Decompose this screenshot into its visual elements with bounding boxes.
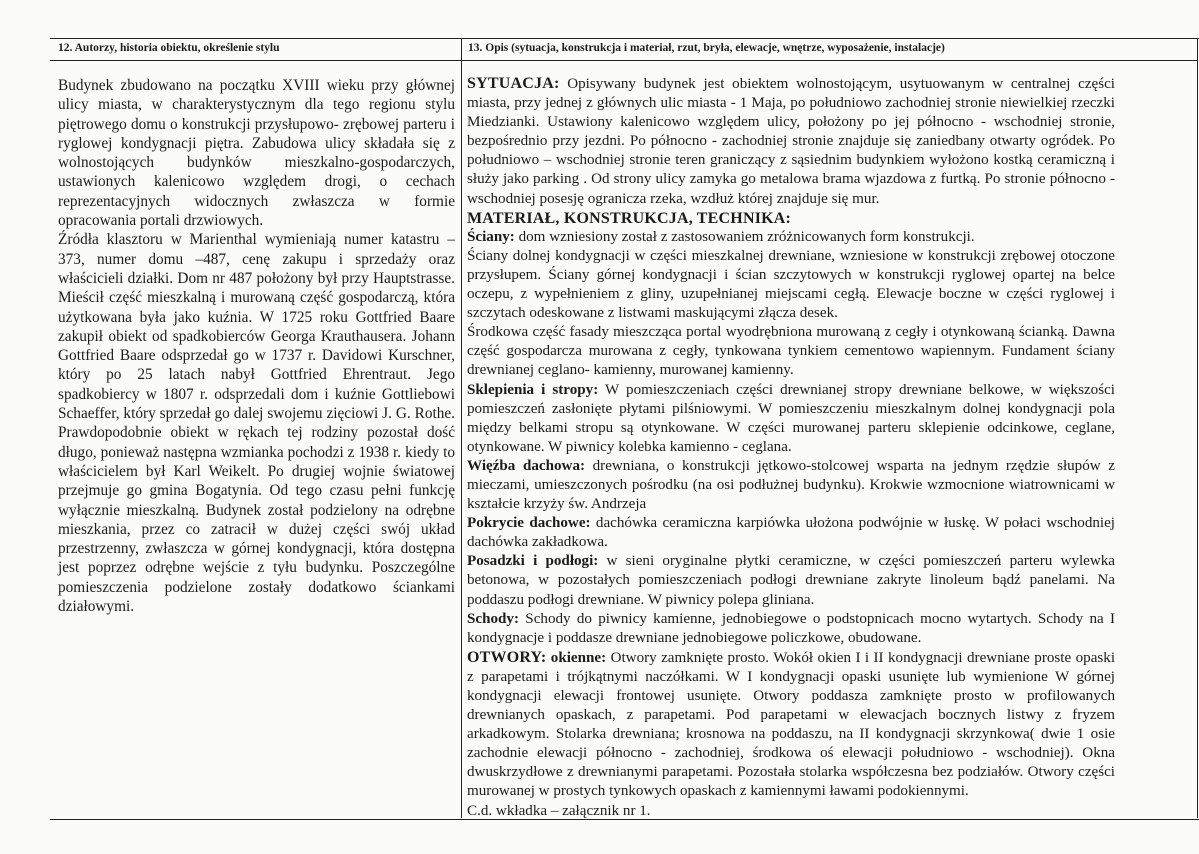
openings-text: Otwory zamknięte prosto. Wokół okien I i II kondygnacji drewniane proste opaski z parapetami i trójkątnymi naczółkami. W I kondygnacji opaski usunięte lub wymienione W górnej kondygnacji elewacji frontowej usunięte. Otwory poddasza zamknięte prosto w profilowanych drewnianych opaskach, z parapetami. Pod parapetami w elewacjach bocznych listwy z fryzem arkadkowym. Stolarka drewniana; krosnowa na poddaszu, na II kondygnacji skrzynkowa( dwie 1 osie zachodnie elewacji północno - zachodniej, środkowa oś elewacji południowo - wschodniej). Okna dwuskrzydłowe z drewnianymi parapetami. Pozostała stolarka współczesna bez podziałów. Otwory części murowanej w prostych tynkowych opaskach z kamiennymi ławami podokiennymi. [467,649,1116,800]
history-paragraph-1: Budynek zbudowano na początku XVIII wieku przy głównej ulicy miasta, w charakterystycznym dla tego regionu stylu piętrowego domu o konstrukcji przysłupowo- zrębowej parteru i ryglowej kondygnacji piętra. Zabudowa ulicy składała się z wolnostojących budynków mieszkalno-gospodarczych, ustawionych kalenicowo względem drogi, o cechach reprezentacyjnych widocznych zwłaszcza w formie opracowania portali drzwiowych. [58,77,455,230]
description-section-header: 13. Opis (sytuacja, konstrukcja i materiał, rzut, bryła, elewacje, wnętrze, wyposażenie, instalacje) [468,42,945,54]
walls-paragraph-3: Środkowa część fasady mieszcząca portal wyodrębniona murowaną z cegły i otynkowaną ścianką. Dawna część gospodarcza murowana z cegły, tynkowana tynkiem cementowo wapiennym. Fundament ściany drewnianej ceglano- kamienny, murowanej kamienny. [467,324,1115,379]
roof-truss-text: drewniana, o konstrukcji jętkowo-stolcowej wsparta na jednym rzędzie słupów z mieczami, umieszczonych pośrodku (na osi podłużnej budynku). Krokwie wzmocnione wiatrownicami w kształcie krzyży św. Andrzeja [467,457,1115,513]
situation-label: SYTUACJA: [467,75,560,92]
roofing-label: Pokrycie dachowe: [467,515,591,532]
roofing-text: dachówka ceramiczna karpiówka ułożona podwójnie w łuskę. W połaci wschodniej dachówka zakładkowa. [467,515,1115,551]
ceilings-label: Sklepienia i stropy: [467,381,599,398]
walls-text: dom wzniesiony został z zastosowaniem zróżnicowanych form konstrukcji. [514,228,975,245]
material-heading: MATERIAŁ, KONSTRUKCJA, TECHNIKA: [467,209,792,227]
openings-label: OTWORY: [467,648,547,666]
left-header-rule [50,60,461,61]
right-border [1197,38,1198,818]
stairs-paragraph [467,610,1115,648]
stairs-label: Schody: [467,610,520,627]
situation-text: Opisywany budynek jest obiektem wolnostojącym, usytuowanym w centralnej części miasta, przy jednej z głównych ulic miasta - 1 Maja, po południowo zachodniej stronie niewielkiej rzeczki Miedzianki. Ustawiony kalenicowo względem ulicy, położony po jej północno - wschodniej stronie, bezpośrednio przy jezdni. Po północno - zachodniej stronie znajduje się zaniedbany otwarty ogródek. Po południowo – wschodniej stronie teren graniczący z sąsiednim budynkiem wyłożono kostką ceramiczną i służy jako parking . Od strony ulicy zamyka go metalowa brama wjazdowa z furtką. Po stronie północno - wschodniej posesję ogranicza rzeka, wzdłuż której znajduje się mur. [467,76,1115,207]
stairs-text: Schody do piwnicy kamienne, jednobiegowe o podstopnicach mocno wytartych. Schody na I kondygnacje i poddasze drewniane jednobiegowe policzkowe, obudowane. [467,610,1115,646]
floors-text: w sieni oryginalne płytki ceramiczne, w części pomieszczeń parteru wylewka betonowa, w pozostałych pomieszczeniach podłogi drewniane zakryte linoleum bądź panelami. Na poddaszu podłogi drewniane. W piwnicy polepa gliniana. [467,553,1115,608]
walls-label: Ściany: [467,228,515,245]
walls-paragraph-2: Ściany dolnej kondygnacji w części mieszkalnej drewniane, wzniesione w konstrukcji zrębowej otoczone przysłupem. Ściany górnej kondygnacji i ścian szczytowych w konstrukcji ryglowej opartej na belce oczepu, z wypełnieniem z gliny, uzupełnianej miejscami cegłą. Elewacje boczne w części ryglowej i szczytach odeskowane z listwami maskującymi złącza desek. [467,247,1115,322]
situation-paragraph [467,74,1115,209]
floors-paragraph [467,552,1115,609]
ceilings-paragraph [467,381,1115,457]
roof-truss-paragraph [467,457,1115,514]
roof-truss-label: Więźba dachowa: [467,457,586,474]
column-divider [461,38,462,818]
continuation-note: C.d. wkładka – załącznik nr 1. [467,802,651,819]
windows-label: okienne: [546,649,607,666]
openings-paragraph [467,648,1115,802]
history-paragraph-2: Źródła klasztoru w Marienthal wymieniają numer katastru – 373, numer domu –487, cenę zakupu i sprzedaży oraz właścicieli działki. Dom nr 487 położony był przy Hauptstrasse. Mieścił część mieszkalną i murowaną część gospodarczą, która użytkowana była jako kuźnia. W 1725 roku Gottfried Baare zakupił obiekt od spadkobierców Georga Krauthausera. Johann Gottfried Baare odsprzedał go w 1737 r. Davidowi Kurschner, który po 25 latach nabył Gottfried Ehrentraut. Jego spadkobiercy w 1807 r. odsprzedali dom i kuźnie Gottliebowi Schaeffer, który sprzedał go dalej swojemu zięciowi J. G. Rothe. Prawdopodobnie obiekt w rękach tej rodziny pozostał dość długo, ponieważ następna wzmianka pochodzi z 1938 r. kiedy to właścicielem był Karl Weikelt. Po drugiej wojnie światowej przejmuje go gmina Bogatynia. Od tego czasu pełni funkcję wyłącznie mieszkalną. Budynek został podzielony na odrębne mieszkania, przez co zatracił w dużej części swój układ przestrzenny, zwłaszcza w górnej kondygnacji, która dostępna jest poprzez odrębne wejście z tyłu budynku. Poszczególne pomieszczenia podzielone zostały dodatkowo ściankami działowymi. [58,231,455,616]
walls-paragraph [467,228,1115,247]
history-section-header: 12. Autorzy, historia obiektu, określenie stylu [58,42,280,54]
history-column [58,76,455,616]
ceilings-text: W pomieszczeniach części drewnianej stropy drewniane belkowe, w większości pomieszczeń zasłonięte płytami pilśniowymi. W pomieszczeniu mieszkalnym dolnej kondygnacji pola między belkami stropu są otynkowane. W części murowanej parteru sklepienie odcinkowe, ceglane, otynkowane. W piwnicy kolebka kamienno - ceglana. [467,381,1115,455]
roofing-paragraph [467,514,1115,552]
floors-label: Posadzki i podłogi: [467,553,599,570]
right-header-rule [462,60,1197,61]
description-column [467,74,1115,821]
